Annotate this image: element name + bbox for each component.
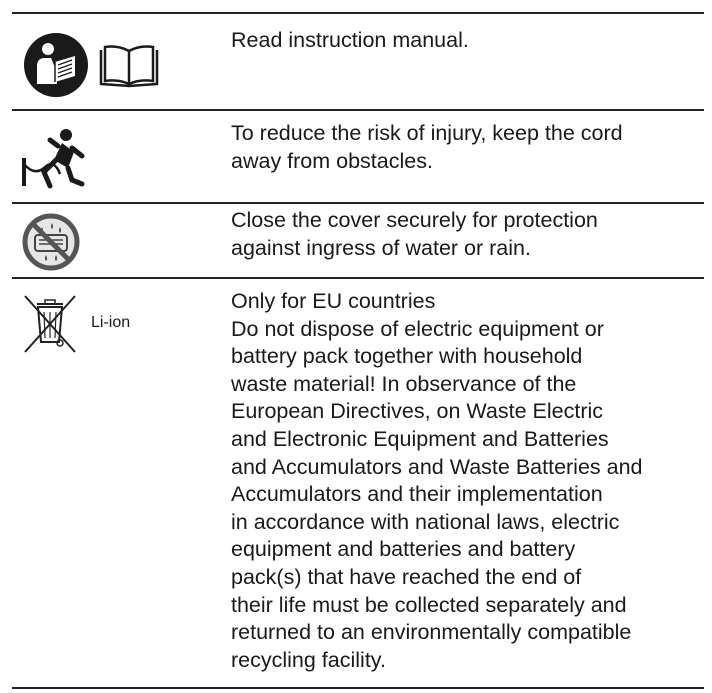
read-manual-person-icon: [23, 32, 89, 98]
instruction-text: Only for EU countries Do not dispose of electric equipment or battery pack together with household waste material! In observance of the European Directives, on Waste Electric and Electronic Equipment and Batteries and Accumulators and Waste Batteries and Accumulators and their implementation in accordance with national laws, electric equipment and batteries and battery pack(s) that have reached the end of their life must be collected separately and returned to an environmentally compatible recycling facility.: [231, 289, 643, 672]
li-ion-label: Li-ion: [91, 314, 131, 331]
instruction-text: To reduce the risk of injury, keep the cord away from obstacles.: [231, 121, 623, 173]
instruction-text: Close the cover securely for protection against ingress of water or rain.: [231, 208, 598, 260]
instruction-text: Read instruction manual.: [231, 28, 469, 52]
table-row: [12, 14, 704, 111]
safety-symbols-table: [12, 12, 704, 689]
table-row: [12, 204, 704, 279]
symbol-cell: [12, 14, 222, 109]
symbol-cell: [12, 204, 222, 277]
table-row: [12, 279, 704, 689]
symbol-cell: [12, 111, 222, 202]
symbol-cell: [12, 279, 222, 687]
table-row: [12, 111, 704, 204]
no-water-ingress-icon: [22, 213, 80, 271]
cord-trip-hazard-icon: [20, 128, 88, 190]
open-book-icon: [98, 44, 160, 90]
crossed-out-wheelie-bin-icon: [23, 294, 77, 354]
